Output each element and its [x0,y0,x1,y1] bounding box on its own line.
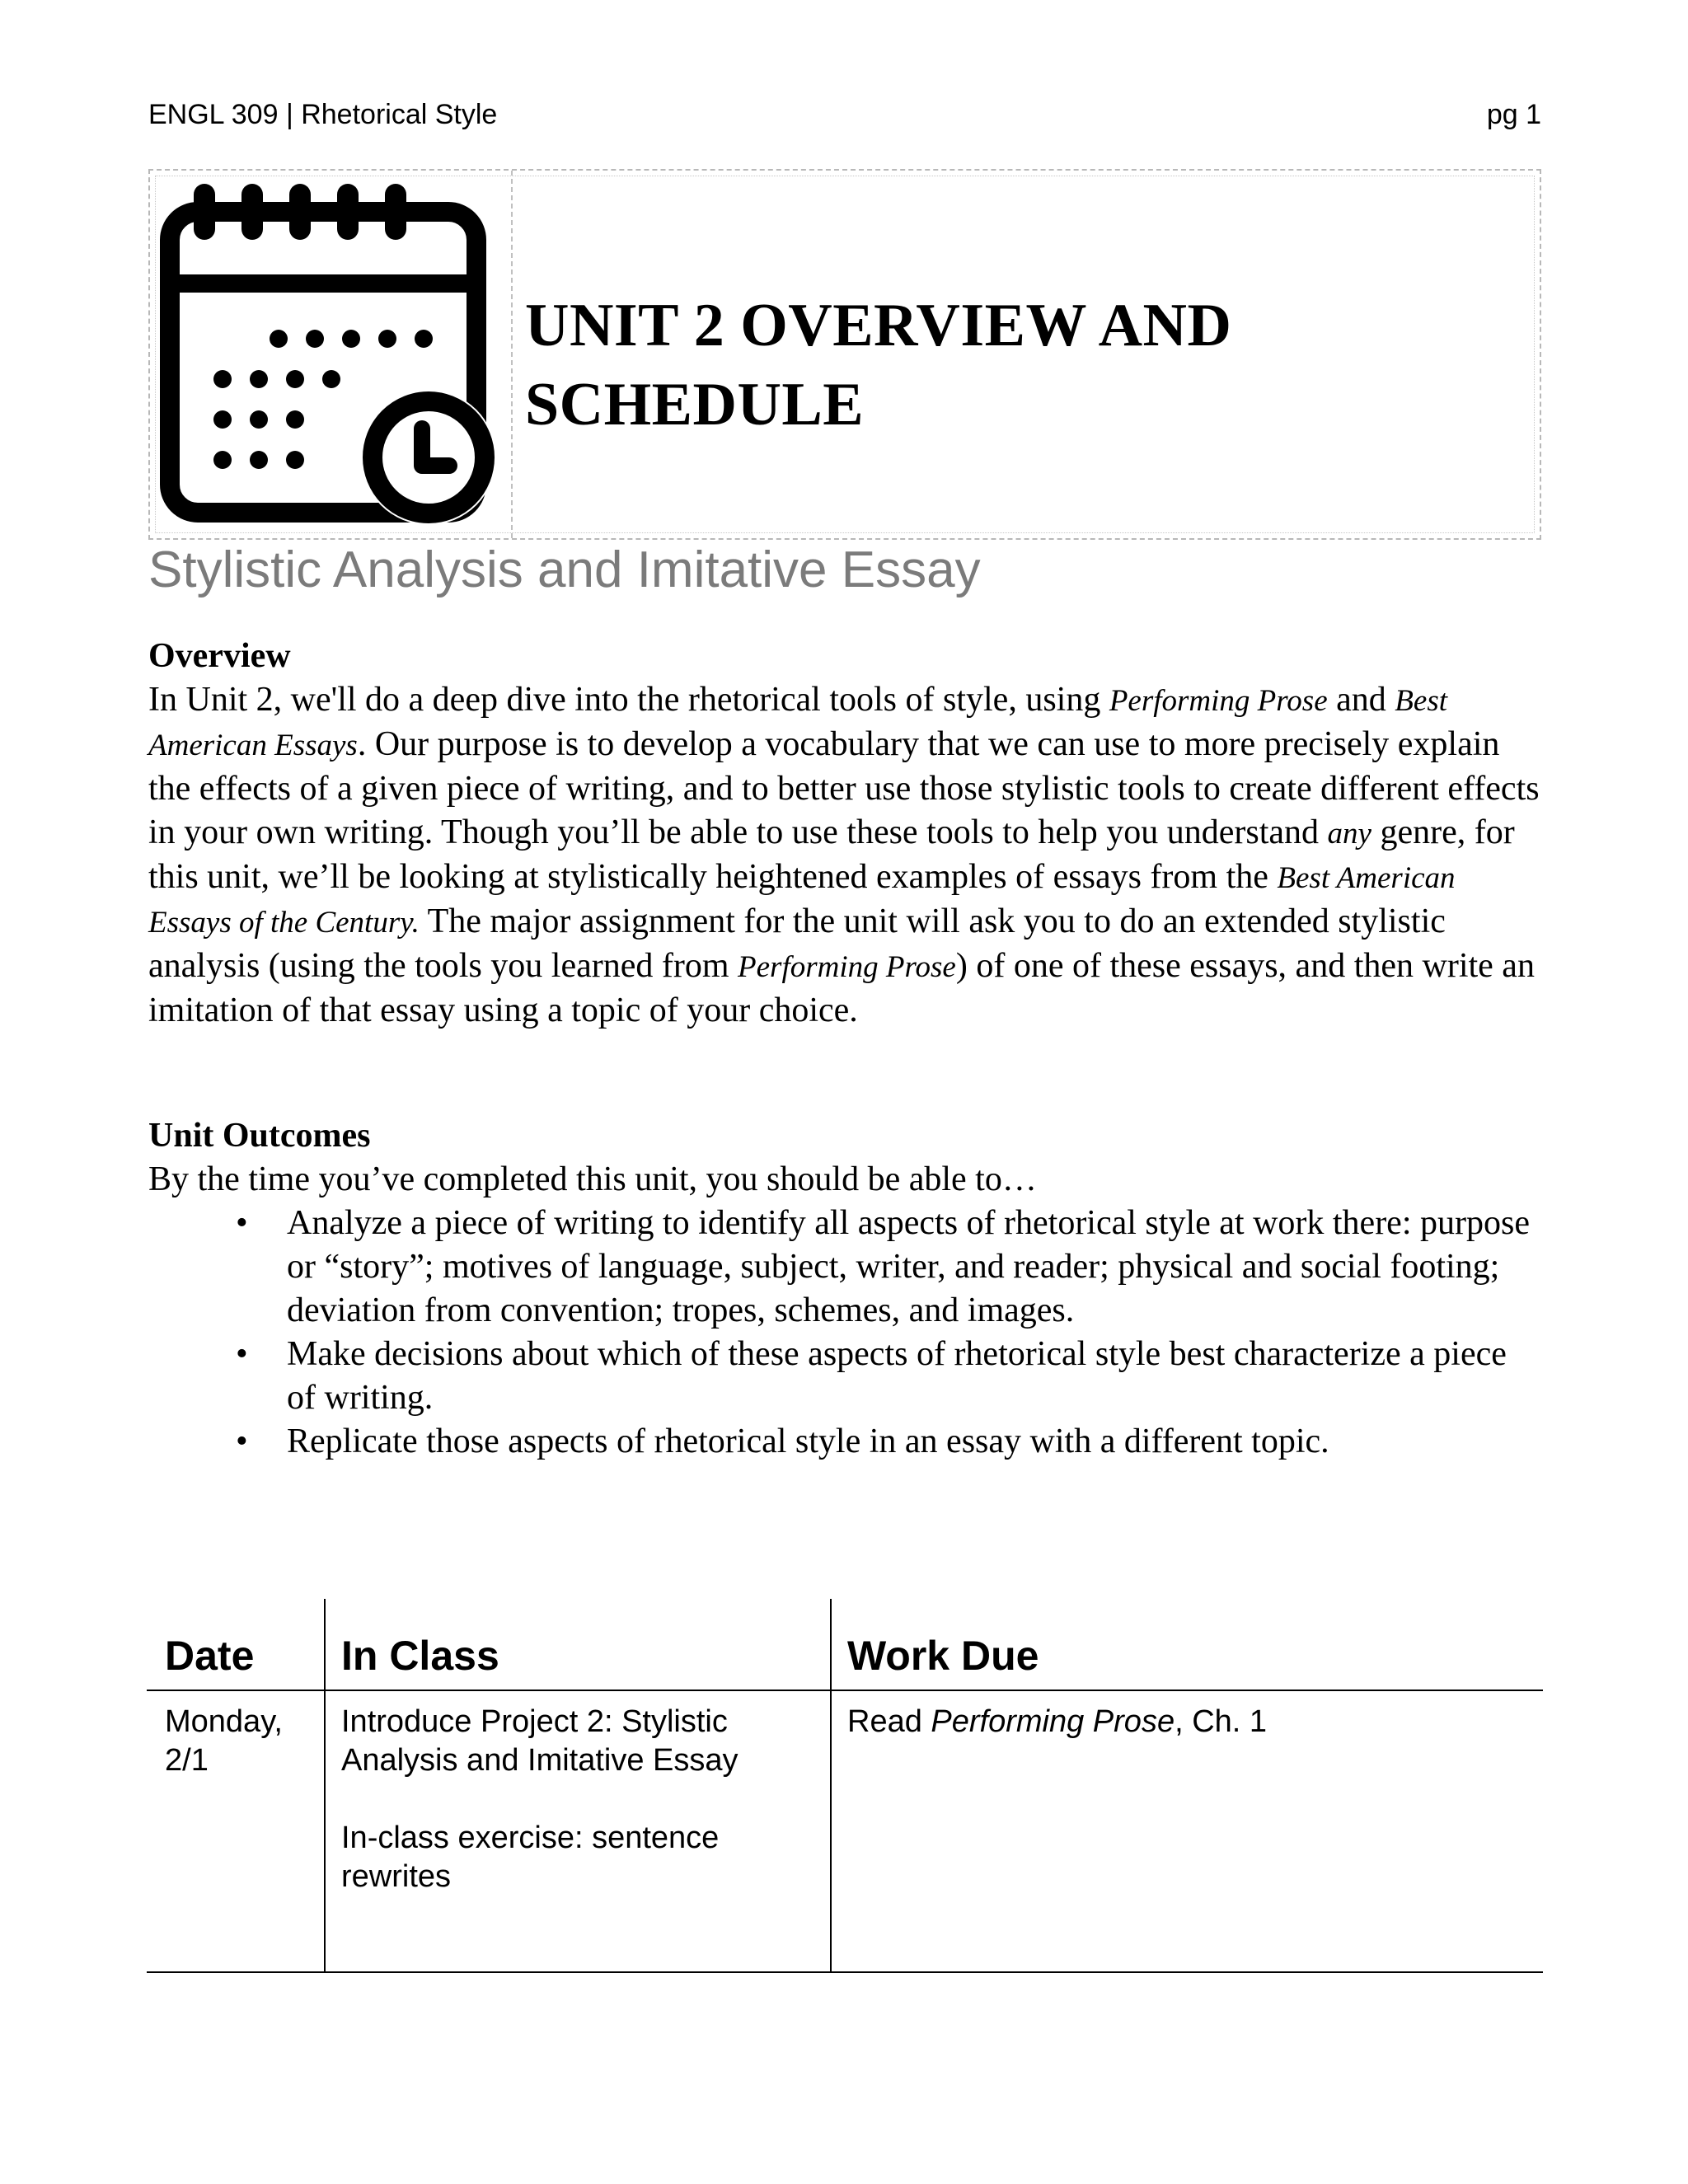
title-line-2: SCHEDULE [525,371,865,438]
subtitle: Stylistic Analysis and Imitative Essay [148,541,981,598]
table-cell-work-due: Read Performing Prose, Ch. 1 [847,1704,1268,1739]
outcomes-section [148,1114,1541,1464]
outcomes-list [148,1202,1541,1464]
book-title: Best American Essays of the Century. [148,861,1456,940]
emphasis-text: any [1327,817,1372,851]
column-header-work-due: Work Due [847,1633,1039,1679]
schedule-table [147,1599,1543,1973]
page-title [525,286,1473,444]
book-title: Performing Prose [1109,684,1328,718]
book-title: Performing Prose [931,1704,1175,1739]
title-line-1: UNIT 2 OVERVIEW AND [525,292,1232,359]
icon-cell [150,171,513,538]
list-item: • Replicate those aspects of rhetorical style in an essay with a different topic. [287,1420,1541,1464]
table-cell-date: Monday, 2/1 [165,1704,283,1778]
column-header-date: Date [165,1633,255,1679]
page-header [148,99,1541,140]
page-number: pg 1 [1486,99,1541,130]
calendar-clock-icon [157,177,511,532]
title-block [148,169,1541,540]
outcomes-heading: Unit Outcomes [148,1117,371,1155]
list-item: • Analyze a piece of writing to identify all aspects of rhetorical style at work there: purpose or “story”; motives of language, subject, writer, and reader; physical and social footing; deviation from convention; tropes, schemes, and images. [287,1202,1541,1333]
column-header-in-class: In Class [341,1633,499,1679]
overview-paragraph: In Unit 2, we'll do a deep dive into the rhetorical tools of style, using Performing Prose and Best American Essays. Our purpose is to develop a vocabulary that we can use to more precisely explain the effects of a given piece of writing, and to better use those stylistic tools to create different effects in your own writing. Though you’ll be able to use these tools to help you understand any genre, for this unit, we’ll be looking at stylistically heightened examples of essays from the Best American Essays of the Century. The major assignment for the unit will ask you to do an extended stylistic analysis (using the tools you learned from Performing Prose) of one of these essays, and then write an imitation of that essay using a topic of your choice. [148,681,1540,1029]
table-cell-in-class: Introduce Project 2: Stylistic Analysis and Imitative Essay In-class exercise: sentence rewrites [341,1704,738,1894]
book-title: Best American Essays [148,684,1447,762]
course-title: ENGL 309 | Rhetorical Style [148,99,498,130]
list-item: • Make decisions about which of these aspects of rhetorical style best characterize a piece of writing. [287,1333,1541,1420]
overview-heading: Overview [148,637,291,675]
outcomes-intro: By the time you’ve completed this unit, you should be able to… [148,1160,1037,1198]
book-title: Performing Prose [738,950,956,984]
overview-section [148,635,1541,1033]
